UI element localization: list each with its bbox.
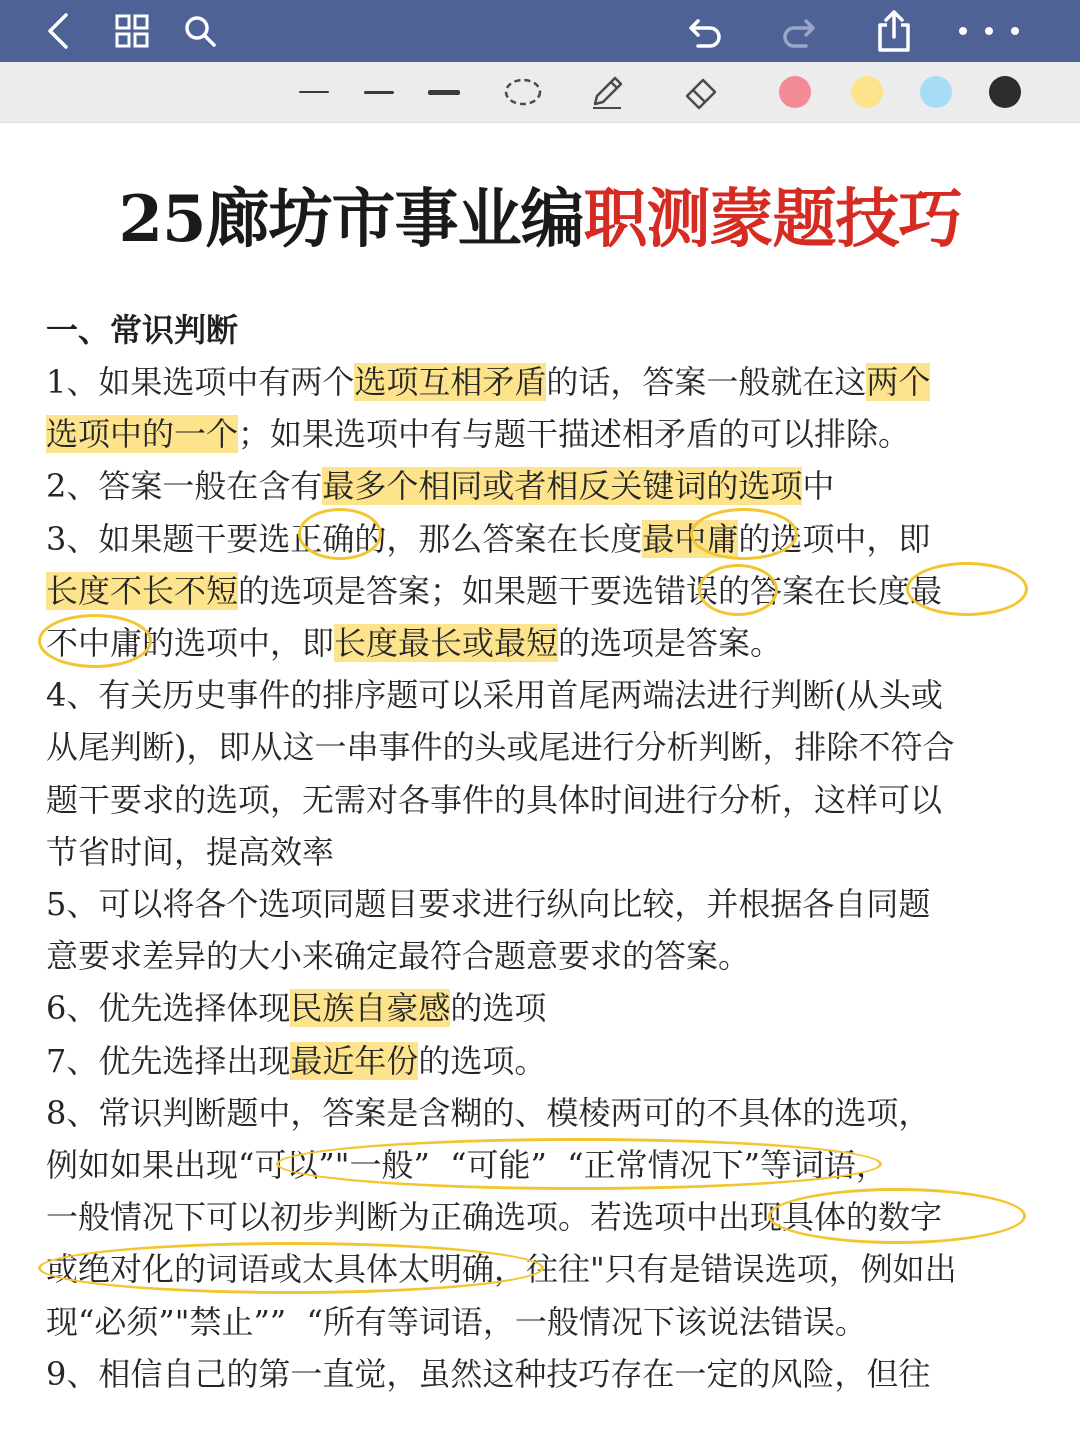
text-segment: 不中庸的选项中，即 (46, 624, 335, 662)
back-icon (44, 11, 72, 51)
eraser-button[interactable] (678, 62, 724, 122)
black-swatch (989, 76, 1021, 108)
thumbnails-button[interactable] (108, 0, 156, 62)
pen-width-thin-button[interactable] (294, 62, 334, 122)
yellow-swatch (851, 76, 883, 108)
medium-line-icon (364, 91, 394, 94)
blue-swatch (920, 76, 952, 108)
grid-icon (114, 13, 150, 49)
text-segment: 意要求差异的大小来确定最符合题意要求的答案。 (46, 937, 751, 976)
text-segment: 题干要求的选项，无需对各事件的具体时间进行分析，这样可以 (46, 780, 943, 819)
redo-button[interactable] (772, 0, 824, 62)
text-segment: 3、如果题干要选正确的，那么答案在长度 (46, 519, 643, 558)
text-segment: 7、优先选择出现 (46, 1041, 291, 1080)
redo-icon (778, 11, 818, 51)
pencil-button[interactable] (584, 62, 630, 122)
text-line (46, 982, 546, 1034)
undo-icon (686, 11, 726, 51)
text-segment: 4、有关历史事件的排序题可以采用首尾两端法进行判断(从头或 (46, 676, 943, 715)
text-segment: 6、优先选择体现 (46, 989, 291, 1028)
thick-line-icon (428, 90, 460, 95)
pencil-icon (587, 72, 627, 112)
text-line (46, 1035, 546, 1087)
color-black-button[interactable] (984, 62, 1026, 122)
color-blue-button[interactable] (915, 62, 957, 122)
text-line (46, 513, 930, 565)
text-segment: 或绝对化的词语或太具体太明确，往往"只有是错误选项，例如出 (46, 1250, 957, 1289)
text-line (46, 460, 834, 512)
text-segment: 8、常识判断题中，答案是含糊的、模棱两可的不具体的选项， (46, 1093, 931, 1132)
text-line (46, 1296, 867, 1348)
more-button[interactable] (948, 0, 1028, 62)
text-segment: 9、相信自己的第一直觉，虽然这种技巧存在一定的风险，但往 (46, 1354, 931, 1393)
eraser-icon (681, 72, 721, 112)
text-line (46, 669, 943, 721)
lasso-icon (503, 76, 543, 108)
text-segment: 现“必须”"禁止”” “所有等词语，一般情况下该说法错误。 (46, 1302, 867, 1341)
pen-width-thick-button[interactable] (424, 62, 464, 122)
lasso-button[interactable] (500, 62, 546, 122)
highlighted-text: 长度最长或最短 (334, 624, 559, 662)
page-title (0, 182, 1080, 258)
annotation-toolbar (0, 62, 1080, 123)
share-icon (874, 9, 914, 53)
text-line (46, 1087, 930, 1139)
highlighted-text: 两个 (866, 363, 931, 401)
text-line (46, 721, 955, 773)
text-segment: 的选项中，即 (738, 519, 931, 558)
text-segment: 的选项。 (418, 1041, 547, 1080)
color-yellow-button[interactable] (846, 62, 888, 122)
text-line (46, 565, 942, 617)
text-segment: ；如果选项中有与题干描述相矛盾的可以排除。 (238, 415, 911, 454)
more-icon (953, 23, 1023, 39)
highlighted-text: 民族自豪感 (290, 989, 451, 1028)
text-segment: 的话，答案一般就在这 (546, 363, 867, 401)
text-segment: 的选项是答案；如果题干要选错误的答案在长度最 (238, 571, 943, 610)
text-line (46, 1191, 942, 1243)
text-line (46, 1243, 957, 1295)
search-button[interactable] (176, 0, 224, 62)
highlighted-text: 选项中的一个 (46, 415, 239, 454)
title-black-part: 25廊坊市事业编 (118, 182, 584, 257)
text-line (46, 826, 334, 878)
text-segment: 一般情况下可以初步判断为正确选项。若选项中出现具体的数字 (46, 1198, 943, 1237)
thin-line-icon (299, 91, 329, 93)
search-icon (182, 13, 218, 49)
pen-width-medium-button[interactable] (359, 62, 399, 122)
highlighted-text: 最多个相同或者相反关键词的选项 (322, 467, 803, 506)
highlighted-text: 选项互相矛盾 (354, 363, 547, 401)
share-button[interactable] (868, 0, 920, 62)
text-segment: 的选项是答案。 (558, 624, 783, 662)
text-line (46, 774, 942, 826)
text-line (46, 1139, 888, 1191)
text-segment: 例如如果出现“可以”"一般” “可能” “正常情况下”等词语， (46, 1146, 888, 1184)
text-segment: 从尾判断)，即从这一串事件的头或尾进行分析判断，排除不符合 (46, 728, 955, 767)
document-page (0, 122, 1080, 1443)
text-line (46, 930, 750, 982)
text-line (46, 617, 782, 669)
text-segment: 节省时间，提高效率 (46, 832, 335, 871)
highlighted-text: 最中庸 (642, 519, 739, 558)
back-button[interactable] (34, 0, 82, 62)
highlighted-text: 最近年份 (290, 1041, 419, 1080)
text-line (46, 356, 930, 408)
text-line (46, 878, 930, 930)
text-line (46, 408, 910, 460)
undo-button[interactable] (680, 0, 732, 62)
text-segment: 中 (802, 467, 835, 506)
color-pink-button[interactable] (774, 62, 816, 122)
text-segment: 1、如果选项中有两个 (46, 363, 355, 401)
pink-swatch (779, 76, 811, 108)
text-segment: 的选项 (450, 989, 547, 1028)
title-red-part: 职测蒙题技巧 (583, 182, 962, 257)
text-segment: 2、答案一般在含有 (46, 467, 323, 506)
text-segment: 5、可以将各个选项同题目要求进行纵向比较，并根据各自同题 (46, 885, 931, 923)
highlighted-text: 长度不长不短 (46, 571, 239, 610)
text-line (46, 1348, 930, 1400)
section-heading: 一、常识判断 (46, 311, 239, 349)
top-app-bar (0, 0, 1080, 62)
